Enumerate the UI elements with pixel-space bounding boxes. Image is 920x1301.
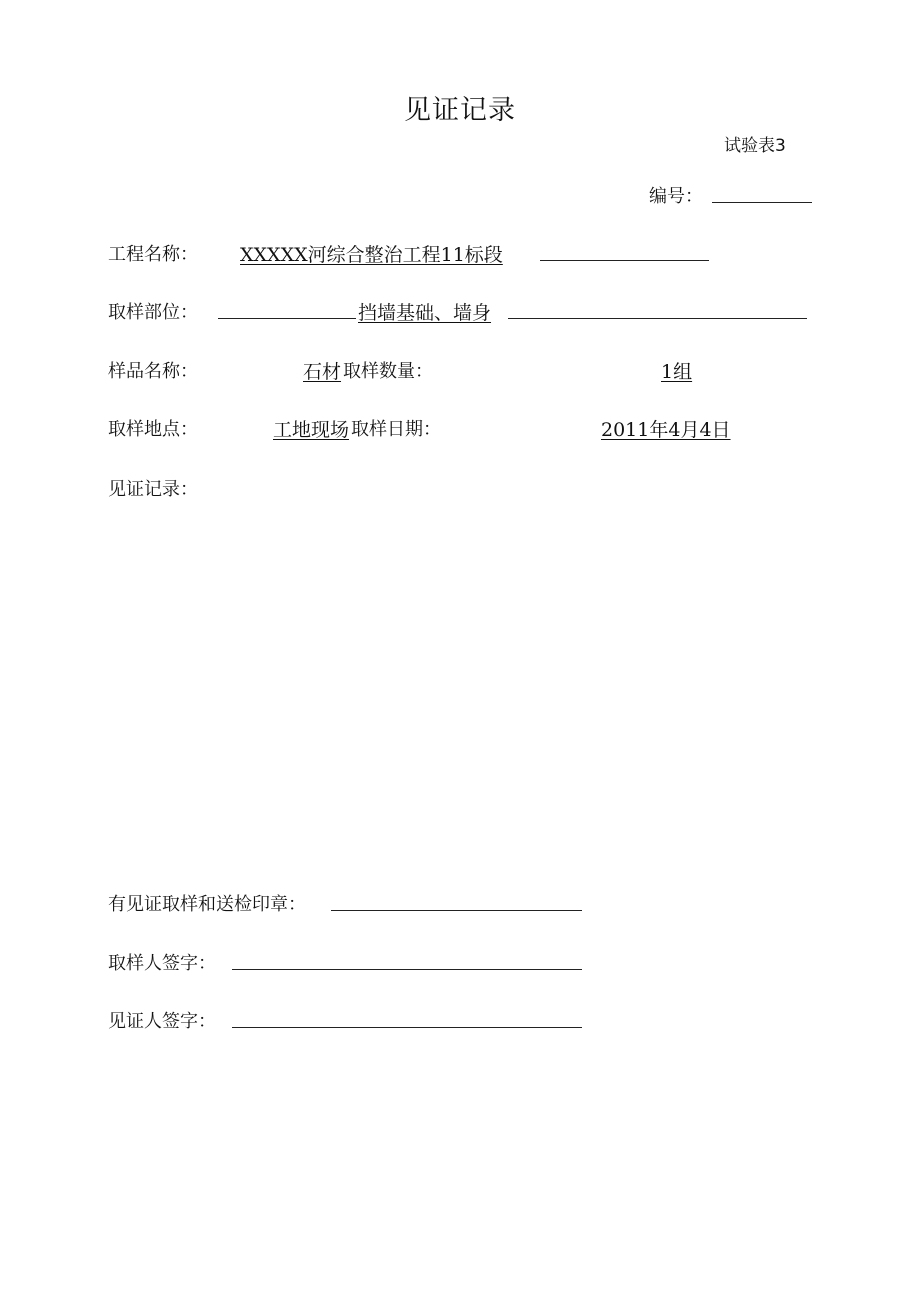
form-code: 试验表3: [724, 136, 786, 156]
sample-name-value[interactable]: 石材: [303, 361, 342, 383]
serial-number-label: 编号：: [649, 186, 703, 207]
project-name-label: 工程名称：: [108, 244, 198, 265]
witness-record-label: 见证记录：: [108, 479, 198, 500]
sampler-signature-field[interactable]: [232, 969, 582, 970]
sampling-location-label: 取样地点：: [108, 419, 198, 440]
sampling-part-value[interactable]: 挡墙基础、墙身: [358, 302, 492, 324]
witness-signature-label: 见证人签字：: [108, 1011, 216, 1032]
serial-number-field[interactable]: [712, 202, 812, 203]
sampling-part-underline-left: [218, 318, 356, 319]
witness-record-area[interactable]: [108, 505, 808, 865]
project-name-value[interactable]: XXXXX河综合整治工程11标段: [240, 244, 503, 266]
sample-quantity-value[interactable]: 1组: [661, 361, 693, 383]
sample-name-label: 样品名称：: [108, 361, 198, 382]
sampling-date-value[interactable]: 2011年4月4日: [601, 419, 731, 441]
sampling-location-value[interactable]: 工地现场: [273, 419, 350, 441]
seal-label: 有见证取样和送检印章：: [108, 894, 306, 915]
page-title: 见证记录: [404, 95, 516, 126]
seal-field[interactable]: [331, 910, 582, 911]
sampler-signature-label: 取样人签字：: [108, 953, 216, 974]
sampling-date-label: 取样日期：: [351, 419, 441, 440]
sampling-part-underline-right: [508, 318, 807, 319]
witness-signature-field[interactable]: [232, 1027, 582, 1028]
sampling-part-label: 取样部位：: [108, 302, 198, 323]
project-name-underline: [540, 260, 709, 261]
sample-quantity-label: 取样数量：: [343, 361, 433, 382]
